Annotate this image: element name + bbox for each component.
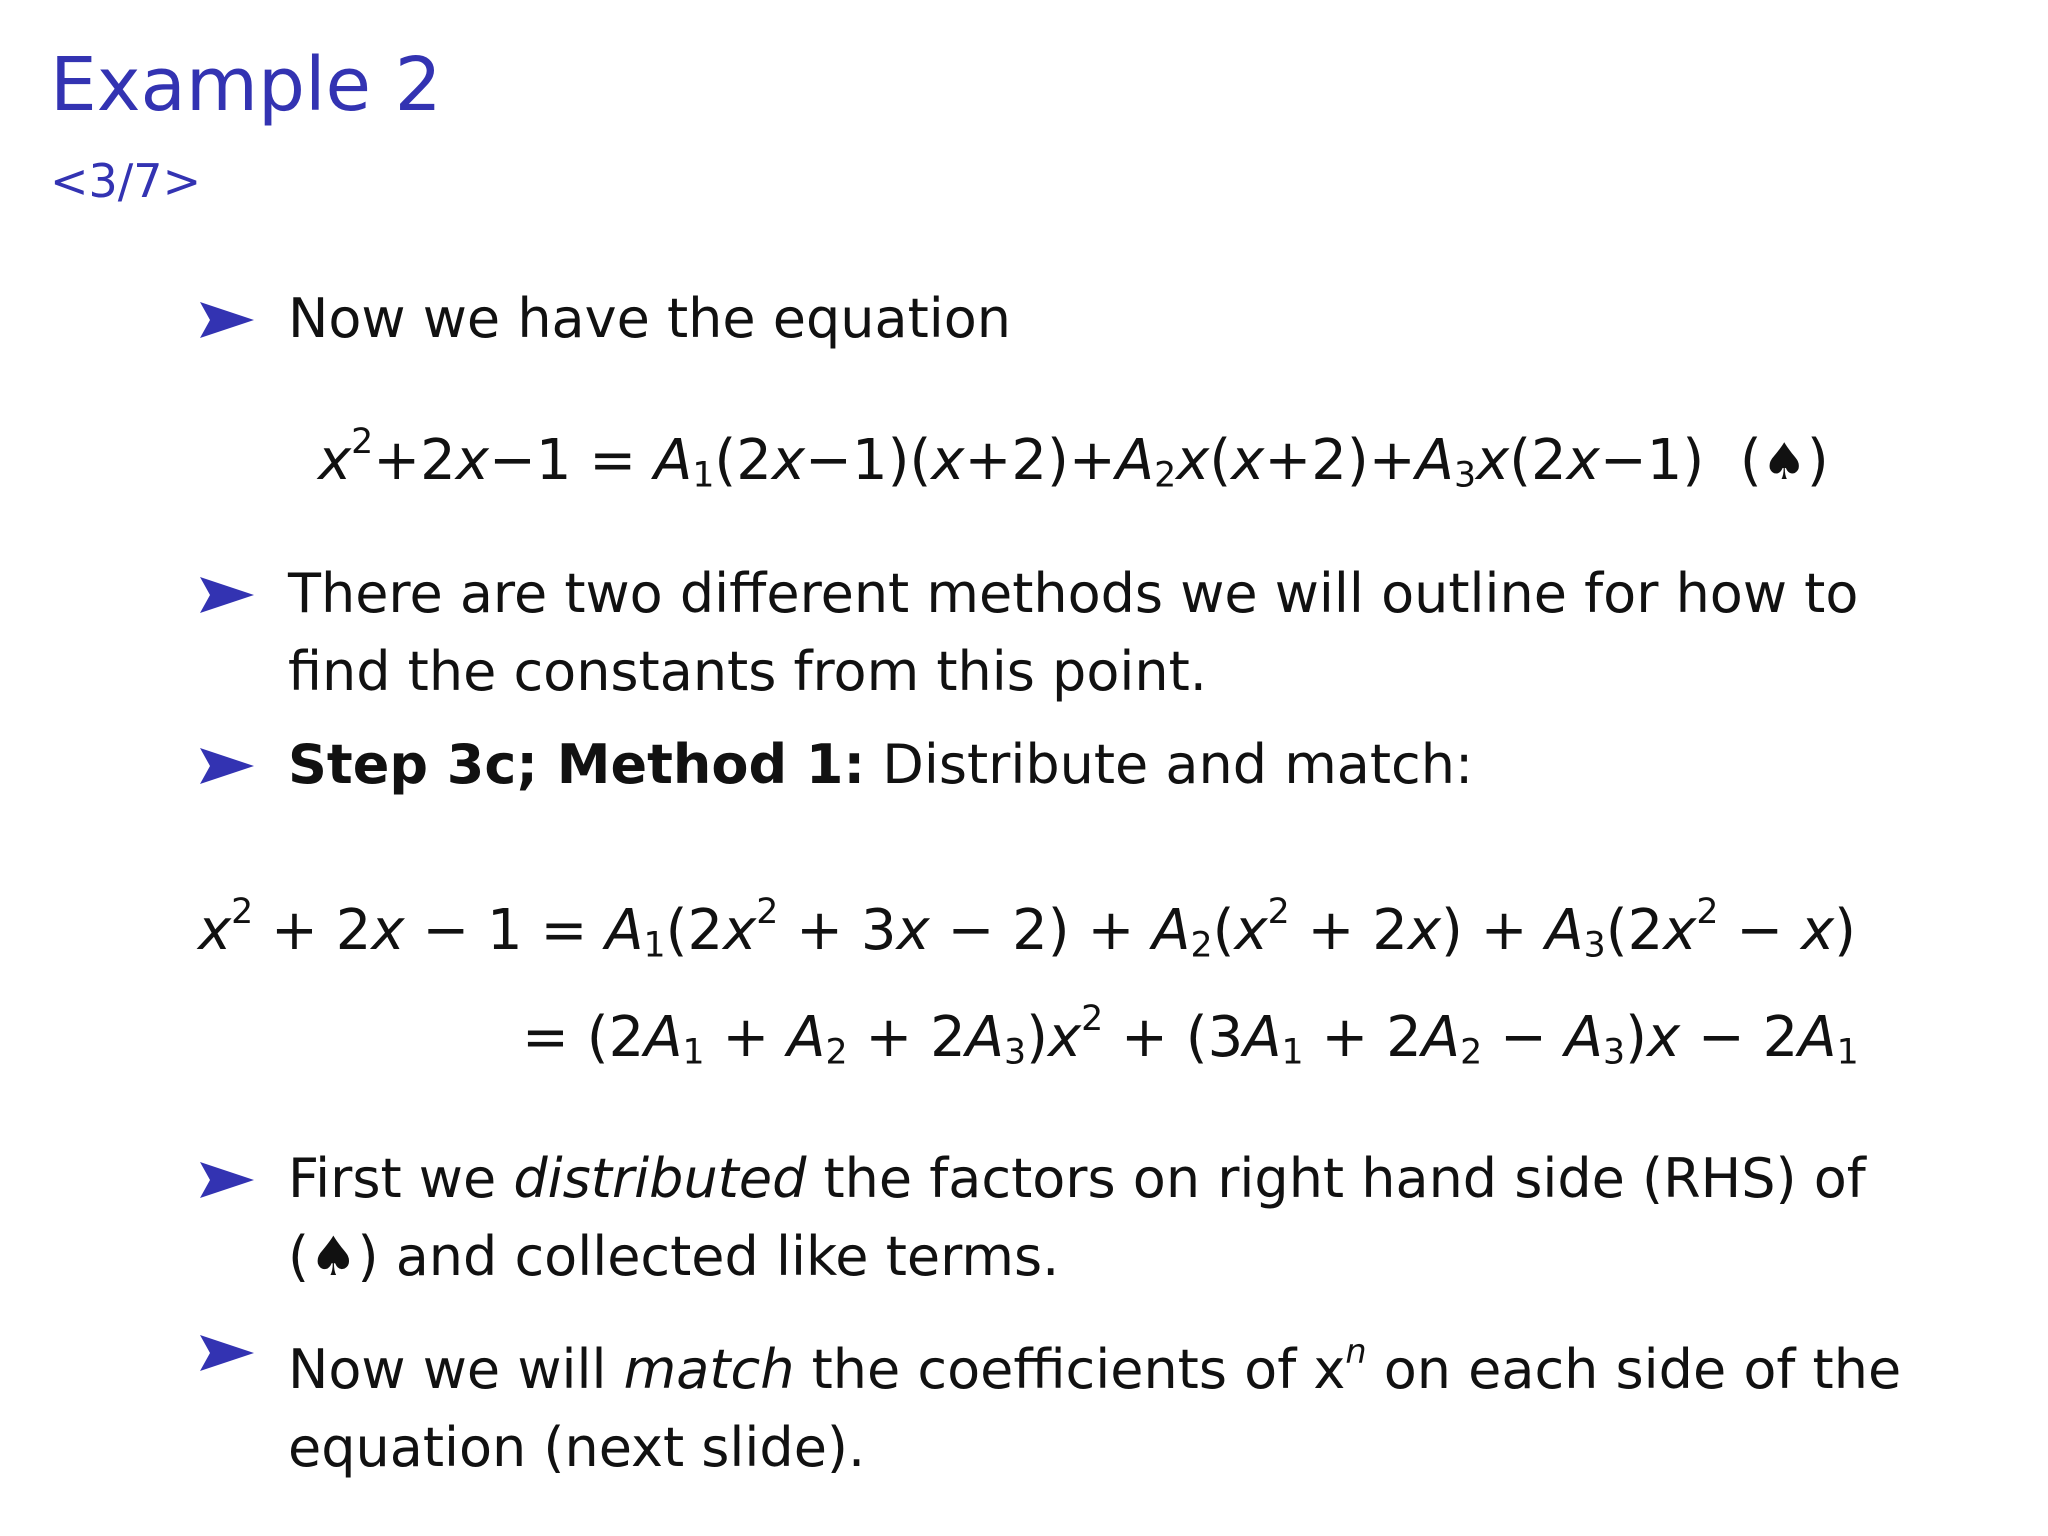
arrowhead-icon	[200, 302, 254, 338]
bold-label: Step 3c; Method 1:	[288, 733, 866, 796]
arrowhead-icon	[200, 577, 254, 613]
equation-spade: $x^2+2x-1 = A_1(2x-1)(x+2)+A_2x(x+2)+A_3x(2x-1)$ (♠)	[318, 422, 1829, 496]
bullet-text	[288, 1140, 1948, 1296]
arrowhead-icon	[200, 748, 254, 784]
bullet-text-pre: Now we will	[288, 1338, 624, 1402]
arrowhead-icon	[200, 1335, 254, 1371]
bullet-text-tail: on each side of the equation (next slide).	[288, 1338, 1902, 1480]
bullet-text	[288, 726, 1948, 804]
emphasis-distributed: distributed	[513, 1147, 807, 1210]
bullet-text: Now we have the equation	[288, 287, 1012, 350]
equation-distribute-line1: $x^2 + 2x - 1 = A_1(2x^2 + 3x - 2) + A_2(x^2 + 2x) + A_3(2x^2 - x)$	[198, 892, 1856, 966]
superscript-n: n	[1345, 1332, 1367, 1371]
bullet-text-post: the coefficients of x	[794, 1338, 1346, 1402]
bullet-text	[288, 1313, 1948, 1487]
bullet-text-pre: First we	[288, 1147, 514, 1210]
bullet-text: There are two different methods we will outline for how to find the constants from this point.	[288, 562, 1859, 703]
arrowhead-icon	[200, 1162, 254, 1198]
bullet-text-tail: Distribute and match:	[865, 733, 1474, 796]
bullet-text-post: the factors on right hand side (RHS) of (♠) and collected like terms.	[288, 1147, 1866, 1288]
slide-title: Example 2	[50, 42, 442, 128]
spade-icon: ♠	[1761, 432, 1807, 492]
equation-distribute-line2: = $(2A_1 + A_2 + 2A_3)x^2 + (3A_1 + 2A_2 - A_3)x - 2A_1$	[522, 999, 1859, 1073]
emphasis-match: match	[623, 1338, 795, 1402]
frame-counter: <3/7>	[50, 154, 202, 208]
